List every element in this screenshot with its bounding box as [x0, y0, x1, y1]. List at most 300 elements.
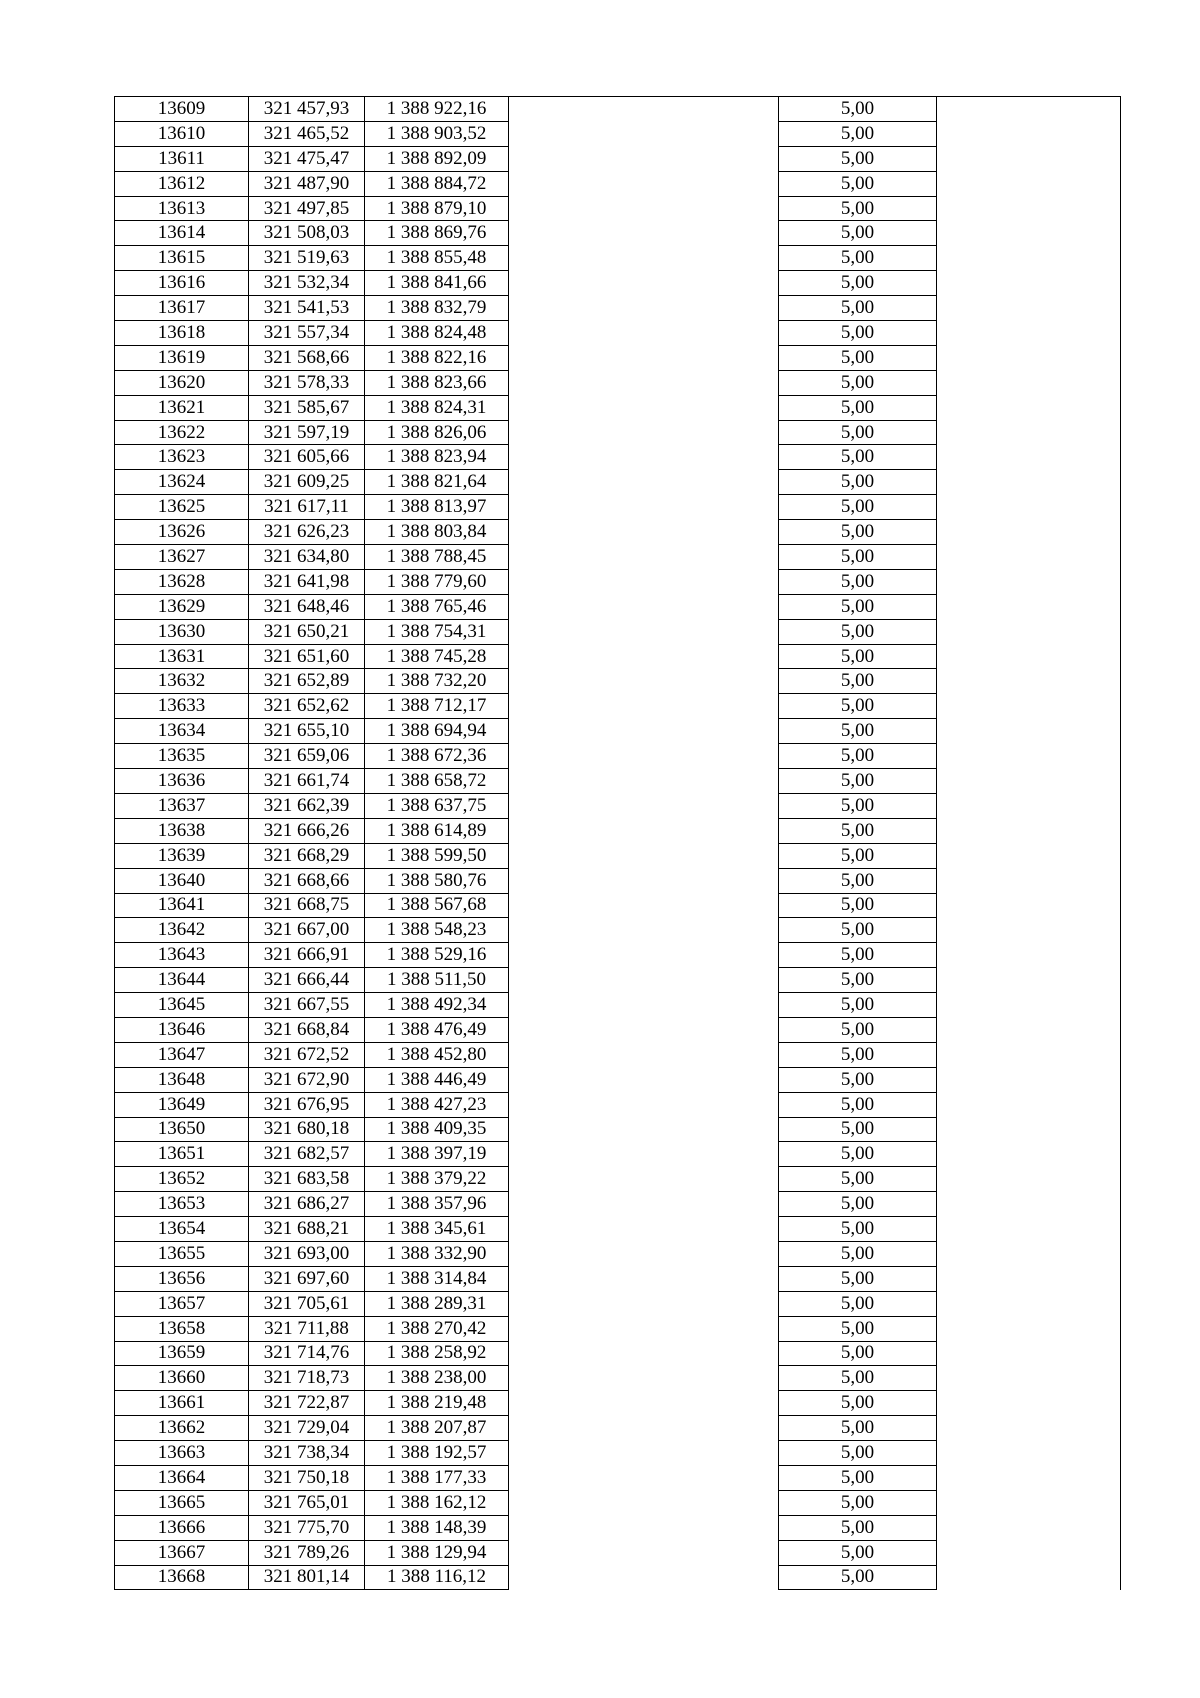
point-number-cell: 13634 [115, 719, 249, 744]
y-coordinate-cell: 1 388 813,97 [365, 495, 509, 520]
y-coordinate-cell: 1 388 270,42 [365, 1316, 509, 1341]
point-number-cell: 13639 [115, 843, 249, 868]
point-number-cell: 13659 [115, 1341, 249, 1366]
value-cell: 5,00 [779, 719, 937, 744]
value-cell: 5,00 [779, 1291, 937, 1316]
empty-cell [509, 569, 779, 594]
empty-cell [937, 1042, 1121, 1067]
empty-cell [937, 744, 1121, 769]
table-row [115, 793, 1121, 818]
empty-cell [509, 395, 779, 420]
value-cell: 5,00 [779, 893, 937, 918]
y-coordinate-cell: 1 388 580,76 [365, 868, 509, 893]
value-cell: 5,00 [779, 1515, 937, 1540]
empty-cell [937, 569, 1121, 594]
empty-cell [937, 1117, 1121, 1142]
x-coordinate-cell: 321 578,33 [249, 370, 365, 395]
y-coordinate-cell: 1 388 821,64 [365, 470, 509, 495]
y-coordinate-cell: 1 388 258,92 [365, 1341, 509, 1366]
x-coordinate-cell: 321 659,06 [249, 744, 365, 769]
empty-cell [937, 1167, 1121, 1192]
empty-cell [509, 1217, 779, 1242]
empty-cell [509, 321, 779, 346]
point-number-cell: 13643 [115, 943, 249, 968]
y-coordinate-cell: 1 388 694,94 [365, 719, 509, 744]
table-row [115, 445, 1121, 470]
empty-cell [509, 171, 779, 196]
y-coordinate-cell: 1 388 637,75 [365, 793, 509, 818]
value-cell: 5,00 [779, 520, 937, 545]
table-row [115, 345, 1121, 370]
empty-cell [937, 1515, 1121, 1540]
point-number-cell: 13626 [115, 520, 249, 545]
table-row [115, 1167, 1121, 1192]
x-coordinate-cell: 321 775,70 [249, 1515, 365, 1540]
y-coordinate-cell: 1 388 824,48 [365, 321, 509, 346]
y-coordinate-cell: 1 388 409,35 [365, 1117, 509, 1142]
y-coordinate-cell: 1 388 192,57 [365, 1441, 509, 1466]
table-row [115, 1017, 1121, 1042]
y-coordinate-cell: 1 388 732,20 [365, 669, 509, 694]
x-coordinate-cell: 321 668,29 [249, 843, 365, 868]
y-coordinate-cell: 1 388 672,36 [365, 744, 509, 769]
value-cell: 5,00 [779, 1366, 937, 1391]
point-number-cell: 13629 [115, 594, 249, 619]
table-row [115, 196, 1121, 221]
x-coordinate-cell: 321 693,00 [249, 1241, 365, 1266]
table-row [115, 868, 1121, 893]
x-coordinate-cell: 321 465,52 [249, 121, 365, 146]
point-number-cell: 13663 [115, 1441, 249, 1466]
empty-cell [509, 1540, 779, 1565]
table-row [115, 1540, 1121, 1565]
table-row [115, 818, 1121, 843]
point-number-cell: 13628 [115, 569, 249, 594]
x-coordinate-cell: 321 668,75 [249, 893, 365, 918]
empty-cell [937, 719, 1121, 744]
table-row [115, 370, 1121, 395]
empty-cell [937, 993, 1121, 1018]
point-number-cell: 13624 [115, 470, 249, 495]
x-coordinate-cell: 321 705,61 [249, 1291, 365, 1316]
empty-cell [509, 644, 779, 669]
table-row [115, 1341, 1121, 1366]
table-row [115, 918, 1121, 943]
value-cell: 5,00 [779, 246, 937, 271]
empty-cell [509, 893, 779, 918]
empty-cell [509, 470, 779, 495]
value-cell: 5,00 [779, 1192, 937, 1217]
y-coordinate-cell: 1 388 599,50 [365, 843, 509, 868]
x-coordinate-cell: 321 662,39 [249, 793, 365, 818]
y-coordinate-cell: 1 388 427,23 [365, 1092, 509, 1117]
y-coordinate-cell: 1 388 903,52 [365, 121, 509, 146]
y-coordinate-cell: 1 388 207,87 [365, 1416, 509, 1441]
empty-cell [509, 121, 779, 146]
value-cell: 5,00 [779, 1042, 937, 1067]
point-number-cell: 13656 [115, 1266, 249, 1291]
x-coordinate-cell: 321 532,34 [249, 271, 365, 296]
x-coordinate-cell: 321 650,21 [249, 619, 365, 644]
empty-cell [509, 1241, 779, 1266]
table-row [115, 1316, 1121, 1341]
point-number-cell: 13615 [115, 246, 249, 271]
empty-cell [509, 818, 779, 843]
table-row [115, 1142, 1121, 1167]
point-number-cell: 13637 [115, 793, 249, 818]
empty-cell [509, 1266, 779, 1291]
x-coordinate-cell: 321 634,80 [249, 545, 365, 570]
empty-cell [937, 246, 1121, 271]
x-coordinate-cell: 321 801,14 [249, 1565, 365, 1590]
empty-cell [937, 918, 1121, 943]
value-cell: 5,00 [779, 744, 937, 769]
empty-cell [937, 445, 1121, 470]
empty-cell [937, 594, 1121, 619]
y-coordinate-cell: 1 388 658,72 [365, 769, 509, 794]
point-number-cell: 13655 [115, 1241, 249, 1266]
x-coordinate-cell: 321 457,93 [249, 97, 365, 122]
empty-cell [937, 1316, 1121, 1341]
point-number-cell: 13661 [115, 1391, 249, 1416]
point-number-cell: 13658 [115, 1316, 249, 1341]
point-number-cell: 13657 [115, 1291, 249, 1316]
y-coordinate-cell: 1 388 803,84 [365, 520, 509, 545]
empty-cell [509, 1067, 779, 1092]
empty-cell [937, 619, 1121, 644]
point-number-cell: 13632 [115, 669, 249, 694]
table-row [115, 893, 1121, 918]
point-number-cell: 13650 [115, 1117, 249, 1142]
value-cell: 5,00 [779, 793, 937, 818]
empty-cell [509, 345, 779, 370]
value-cell: 5,00 [779, 943, 937, 968]
empty-cell [937, 818, 1121, 843]
table-row [115, 1217, 1121, 1242]
value-cell: 5,00 [779, 1266, 937, 1291]
table-row [115, 1092, 1121, 1117]
empty-cell [937, 545, 1121, 570]
empty-cell [937, 121, 1121, 146]
empty-cell [509, 1167, 779, 1192]
y-coordinate-cell: 1 388 332,90 [365, 1241, 509, 1266]
x-coordinate-cell: 321 750,18 [249, 1465, 365, 1490]
coordinates-table [114, 96, 1121, 1590]
value-cell: 5,00 [779, 97, 937, 122]
point-number-cell: 13646 [115, 1017, 249, 1042]
x-coordinate-cell: 321 789,26 [249, 1540, 365, 1565]
point-number-cell: 13640 [115, 868, 249, 893]
empty-cell [509, 1142, 779, 1167]
y-coordinate-cell: 1 388 823,66 [365, 370, 509, 395]
point-number-cell: 13610 [115, 121, 249, 146]
value-cell: 5,00 [779, 196, 937, 221]
empty-cell [937, 1017, 1121, 1042]
table-row [115, 569, 1121, 594]
table-row [115, 968, 1121, 993]
point-number-cell: 13611 [115, 146, 249, 171]
empty-cell [937, 321, 1121, 346]
empty-cell [509, 993, 779, 1018]
y-coordinate-cell: 1 388 879,10 [365, 196, 509, 221]
point-number-cell: 13616 [115, 271, 249, 296]
y-coordinate-cell: 1 388 822,16 [365, 345, 509, 370]
empty-cell [509, 221, 779, 246]
value-cell: 5,00 [779, 1565, 937, 1590]
empty-cell [937, 420, 1121, 445]
value-cell: 5,00 [779, 1117, 937, 1142]
value-cell: 5,00 [779, 918, 937, 943]
value-cell: 5,00 [779, 694, 937, 719]
empty-cell [509, 1192, 779, 1217]
value-cell: 5,00 [779, 221, 937, 246]
table-row [115, 843, 1121, 868]
table-row [115, 1441, 1121, 1466]
empty-cell [937, 1266, 1121, 1291]
y-coordinate-cell: 1 388 345,61 [365, 1217, 509, 1242]
x-coordinate-cell: 321 568,66 [249, 345, 365, 370]
value-cell: 5,00 [779, 1316, 937, 1341]
y-coordinate-cell: 1 388 832,79 [365, 296, 509, 321]
y-coordinate-cell: 1 388 548,23 [365, 918, 509, 943]
x-coordinate-cell: 321 652,62 [249, 694, 365, 719]
table-row [115, 470, 1121, 495]
y-coordinate-cell: 1 388 567,68 [365, 893, 509, 918]
value-cell: 5,00 [779, 1167, 937, 1192]
empty-cell [937, 868, 1121, 893]
y-coordinate-cell: 1 388 476,49 [365, 1017, 509, 1042]
point-number-cell: 13623 [115, 445, 249, 470]
point-number-cell: 13618 [115, 321, 249, 346]
value-cell: 5,00 [779, 619, 937, 644]
value-cell: 5,00 [779, 545, 937, 570]
table-row [115, 1515, 1121, 1540]
value-cell: 5,00 [779, 1391, 937, 1416]
x-coordinate-cell: 321 652,89 [249, 669, 365, 694]
x-coordinate-cell: 321 519,63 [249, 246, 365, 271]
empty-cell [937, 1416, 1121, 1441]
y-coordinate-cell: 1 388 379,22 [365, 1167, 509, 1192]
point-number-cell: 13633 [115, 694, 249, 719]
y-coordinate-cell: 1 388 754,31 [365, 619, 509, 644]
value-cell: 5,00 [779, 1241, 937, 1266]
value-cell: 5,00 [779, 1540, 937, 1565]
point-number-cell: 13613 [115, 196, 249, 221]
empty-cell [937, 893, 1121, 918]
y-coordinate-cell: 1 388 614,89 [365, 818, 509, 843]
y-coordinate-cell: 1 388 238,00 [365, 1366, 509, 1391]
x-coordinate-cell: 321 682,57 [249, 1142, 365, 1167]
point-number-cell: 13662 [115, 1416, 249, 1441]
table-row [115, 1192, 1121, 1217]
x-coordinate-cell: 321 765,01 [249, 1490, 365, 1515]
x-coordinate-cell: 321 661,74 [249, 769, 365, 794]
empty-cell [509, 918, 779, 943]
table-row [115, 694, 1121, 719]
x-coordinate-cell: 321 605,66 [249, 445, 365, 470]
empty-cell [509, 1042, 779, 1067]
x-coordinate-cell: 321 714,76 [249, 1341, 365, 1366]
empty-cell [509, 1092, 779, 1117]
x-coordinate-cell: 321 688,21 [249, 1217, 365, 1242]
table-row [115, 321, 1121, 346]
empty-cell [937, 968, 1121, 993]
x-coordinate-cell: 321 729,04 [249, 1416, 365, 1441]
value-cell: 5,00 [779, 868, 937, 893]
value-cell: 5,00 [779, 1017, 937, 1042]
point-number-cell: 13644 [115, 968, 249, 993]
table-row [115, 395, 1121, 420]
empty-cell [937, 793, 1121, 818]
point-number-cell: 13609 [115, 97, 249, 122]
x-coordinate-cell: 321 648,46 [249, 594, 365, 619]
empty-cell [937, 769, 1121, 794]
point-number-cell: 13638 [115, 818, 249, 843]
empty-cell [937, 97, 1121, 122]
empty-cell [509, 370, 779, 395]
empty-cell [509, 619, 779, 644]
y-coordinate-cell: 1 388 177,33 [365, 1465, 509, 1490]
y-coordinate-cell: 1 388 788,45 [365, 545, 509, 570]
empty-cell [509, 196, 779, 221]
x-coordinate-cell: 321 738,34 [249, 1441, 365, 1466]
point-number-cell: 13635 [115, 744, 249, 769]
empty-cell [509, 1117, 779, 1142]
x-coordinate-cell: 321 557,34 [249, 321, 365, 346]
value-cell: 5,00 [779, 993, 937, 1018]
x-coordinate-cell: 321 668,84 [249, 1017, 365, 1042]
table-row [115, 545, 1121, 570]
x-coordinate-cell: 321 686,27 [249, 1192, 365, 1217]
point-number-cell: 13668 [115, 1565, 249, 1590]
empty-cell [509, 271, 779, 296]
x-coordinate-cell: 321 672,52 [249, 1042, 365, 1067]
value-cell: 5,00 [779, 669, 937, 694]
point-number-cell: 13621 [115, 395, 249, 420]
value-cell: 5,00 [779, 594, 937, 619]
point-number-cell: 13627 [115, 545, 249, 570]
empty-cell [937, 271, 1121, 296]
empty-cell [937, 171, 1121, 196]
empty-cell [937, 1142, 1121, 1167]
table-row [115, 495, 1121, 520]
empty-cell [509, 1490, 779, 1515]
point-number-cell: 13630 [115, 619, 249, 644]
value-cell: 5,00 [779, 1341, 937, 1366]
empty-cell [937, 1540, 1121, 1565]
empty-cell [509, 445, 779, 470]
y-coordinate-cell: 1 388 884,72 [365, 171, 509, 196]
empty-cell [509, 1391, 779, 1416]
x-coordinate-cell: 321 672,90 [249, 1067, 365, 1092]
table-row [115, 1391, 1121, 1416]
table-row [115, 271, 1121, 296]
empty-cell [509, 1465, 779, 1490]
value-cell: 5,00 [779, 121, 937, 146]
value-cell: 5,00 [779, 146, 937, 171]
value-cell: 5,00 [779, 1092, 937, 1117]
table-row [115, 1416, 1121, 1441]
y-coordinate-cell: 1 388 148,39 [365, 1515, 509, 1540]
empty-cell [509, 520, 779, 545]
table-row [115, 644, 1121, 669]
table-row [115, 171, 1121, 196]
y-coordinate-cell: 1 388 492,34 [365, 993, 509, 1018]
y-coordinate-cell: 1 388 446,49 [365, 1067, 509, 1092]
point-number-cell: 13614 [115, 221, 249, 246]
x-coordinate-cell: 321 508,03 [249, 221, 365, 246]
empty-cell [937, 943, 1121, 968]
point-number-cell: 13648 [115, 1067, 249, 1092]
empty-cell [937, 694, 1121, 719]
point-number-cell: 13620 [115, 370, 249, 395]
x-coordinate-cell: 321 487,90 [249, 171, 365, 196]
y-coordinate-cell: 1 388 219,48 [365, 1391, 509, 1416]
empty-cell [937, 146, 1121, 171]
value-cell: 5,00 [779, 644, 937, 669]
empty-cell [937, 1241, 1121, 1266]
y-coordinate-cell: 1 388 826,06 [365, 420, 509, 445]
point-number-cell: 13653 [115, 1192, 249, 1217]
y-coordinate-cell: 1 388 529,16 [365, 943, 509, 968]
value-cell: 5,00 [779, 395, 937, 420]
table-row [115, 420, 1121, 445]
y-coordinate-cell: 1 388 824,31 [365, 395, 509, 420]
value-cell: 5,00 [779, 495, 937, 520]
x-coordinate-cell: 321 609,25 [249, 470, 365, 495]
value-cell: 5,00 [779, 321, 937, 346]
y-coordinate-cell: 1 388 129,94 [365, 1540, 509, 1565]
value-cell: 5,00 [779, 271, 937, 296]
table-row [115, 246, 1121, 271]
x-coordinate-cell: 321 676,95 [249, 1092, 365, 1117]
value-cell: 5,00 [779, 1142, 937, 1167]
x-coordinate-cell: 321 641,98 [249, 569, 365, 594]
empty-cell [937, 1092, 1121, 1117]
empty-cell [509, 1366, 779, 1391]
point-number-cell: 13666 [115, 1515, 249, 1540]
empty-cell [937, 1291, 1121, 1316]
empty-cell [509, 545, 779, 570]
table-row [115, 669, 1121, 694]
y-coordinate-cell: 1 388 357,96 [365, 1192, 509, 1217]
empty-cell [937, 1490, 1121, 1515]
empty-cell [937, 395, 1121, 420]
empty-cell [509, 694, 779, 719]
y-coordinate-cell: 1 388 779,60 [365, 569, 509, 594]
x-coordinate-cell: 321 711,88 [249, 1316, 365, 1341]
point-number-cell: 13625 [115, 495, 249, 520]
table-row [115, 1366, 1121, 1391]
y-coordinate-cell: 1 388 289,31 [365, 1291, 509, 1316]
point-number-cell: 13636 [115, 769, 249, 794]
empty-cell [509, 97, 779, 122]
value-cell: 5,00 [779, 345, 937, 370]
y-coordinate-cell: 1 388 511,50 [365, 968, 509, 993]
x-coordinate-cell: 321 722,87 [249, 1391, 365, 1416]
empty-cell [937, 644, 1121, 669]
table-row [115, 121, 1121, 146]
table-row [115, 296, 1121, 321]
y-coordinate-cell: 1 388 452,80 [365, 1042, 509, 1067]
point-number-cell: 13642 [115, 918, 249, 943]
x-coordinate-cell: 321 666,44 [249, 968, 365, 993]
empty-cell [937, 221, 1121, 246]
table-row [115, 594, 1121, 619]
x-coordinate-cell: 321 585,67 [249, 395, 365, 420]
empty-cell [509, 1316, 779, 1341]
y-coordinate-cell: 1 388 745,28 [365, 644, 509, 669]
